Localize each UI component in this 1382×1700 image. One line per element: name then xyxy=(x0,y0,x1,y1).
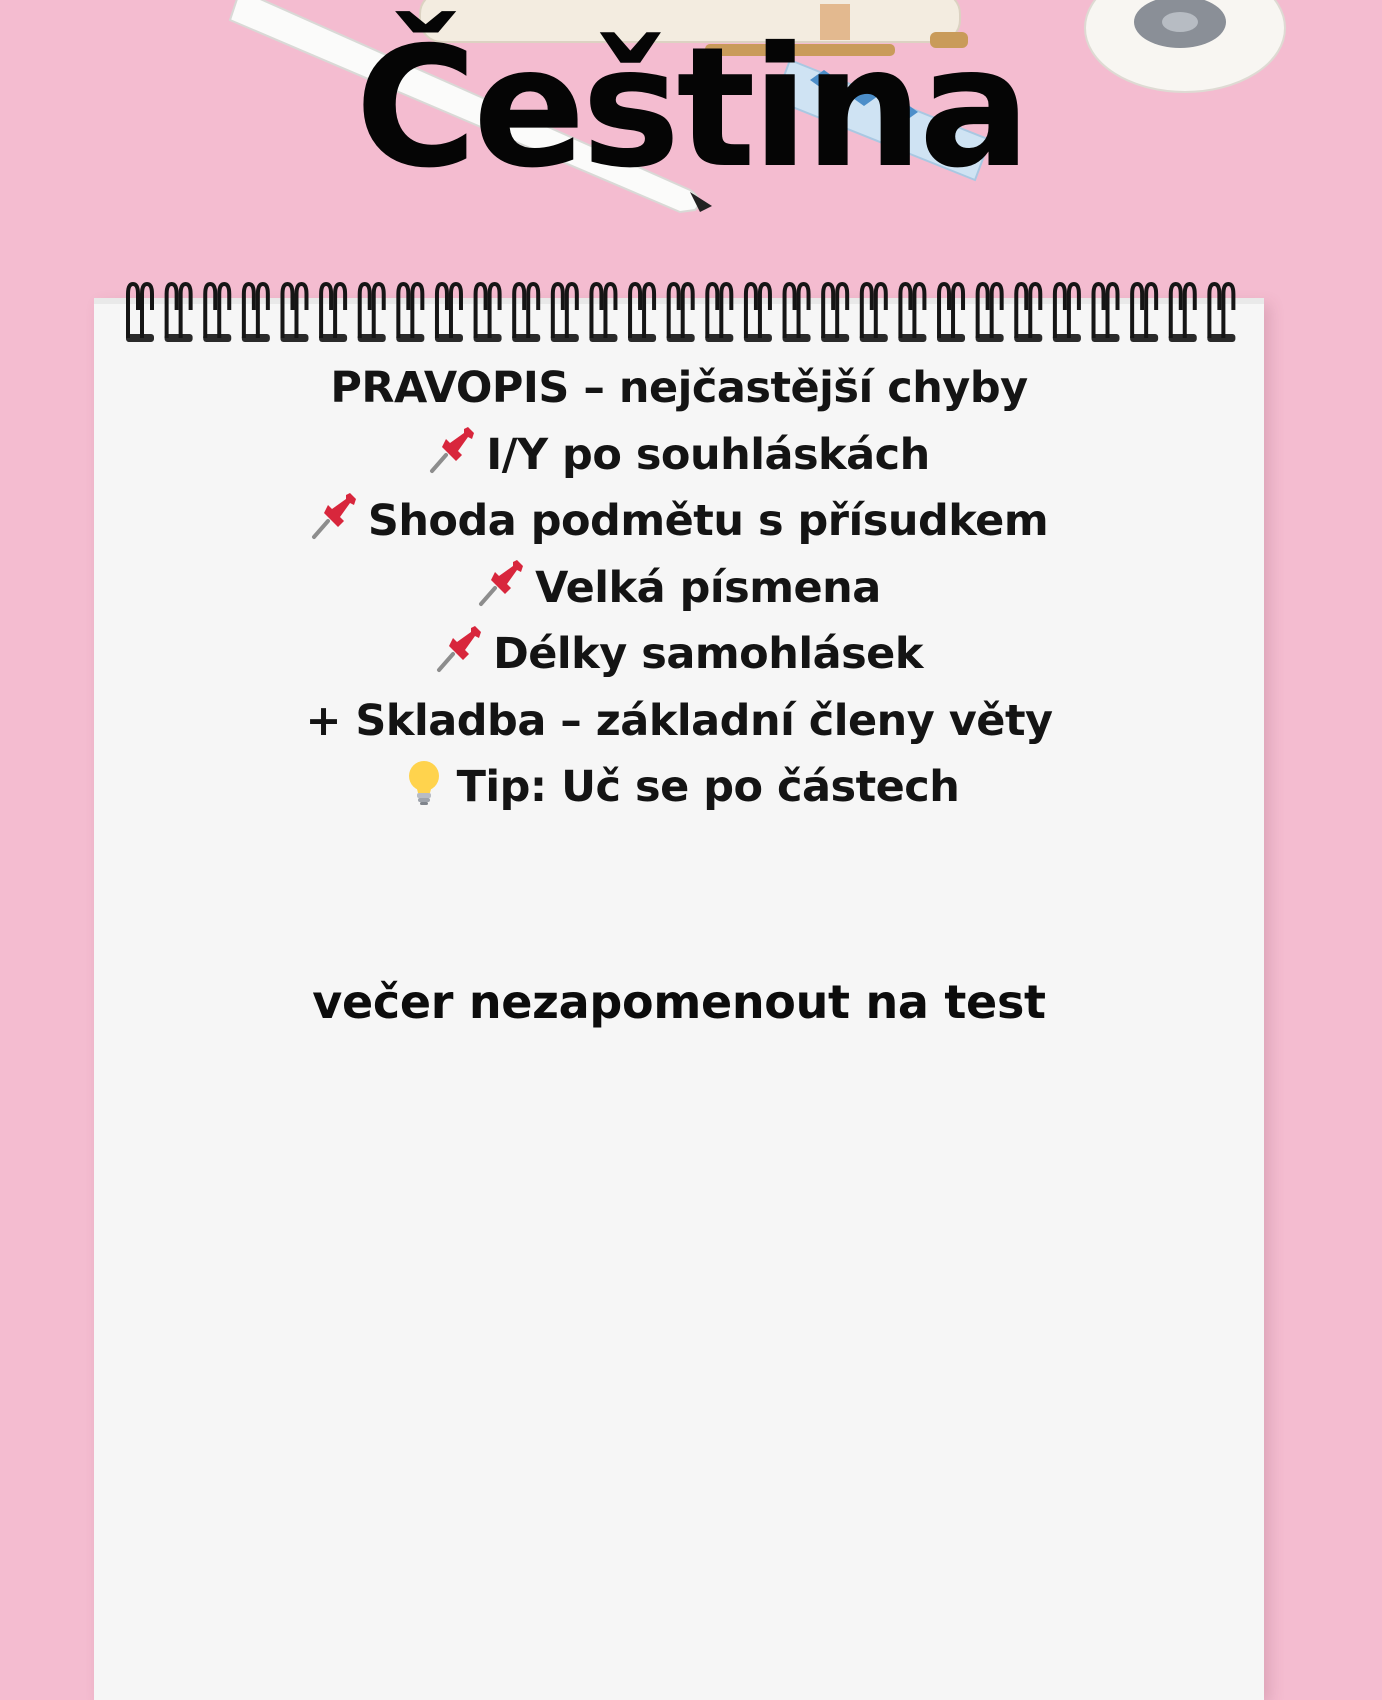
spiral-ring xyxy=(551,284,579,342)
spiral-ring xyxy=(165,284,193,342)
spiral-ring xyxy=(1092,284,1120,342)
spiral-ring xyxy=(783,284,811,342)
spiral-ring xyxy=(1053,284,1081,342)
spiral-ring xyxy=(628,284,656,342)
list-item-label: Shoda podmětu s přísudkem xyxy=(367,496,1049,546)
list-item-label: Velká písmena xyxy=(535,562,881,613)
tip-line xyxy=(94,757,1264,824)
spiral-ring xyxy=(358,284,386,342)
spiral-ring xyxy=(744,284,772,342)
pushpin-icon xyxy=(477,558,527,608)
notes-heading: PRAVOPIS – nejčastější chyby xyxy=(330,363,1028,413)
pushpin-icon xyxy=(310,491,360,541)
spiral-ring xyxy=(126,284,154,342)
spiral-ring xyxy=(821,284,849,342)
list-item xyxy=(94,491,1264,558)
list-item xyxy=(94,624,1264,691)
spiral-ring xyxy=(242,284,270,342)
notes-extra: + Skladba – základní členy věty xyxy=(305,695,1053,746)
spiral-ring xyxy=(667,284,695,342)
spiral-ring xyxy=(435,284,463,342)
spiral-ring xyxy=(319,284,347,342)
list-item-label: Délky samohlásek xyxy=(493,629,923,679)
spiral-ring xyxy=(898,284,926,342)
pushpin-icon xyxy=(435,624,485,674)
spiral-ring xyxy=(705,284,733,342)
notepad-spiral-binding xyxy=(120,280,1240,346)
list-item-label: I/Y po souhláskách xyxy=(486,429,930,480)
spiral-ring xyxy=(860,284,888,342)
spiral-ring xyxy=(1014,284,1042,342)
list-item xyxy=(94,558,1264,625)
spiral-ring xyxy=(203,284,231,342)
tip-label: Tip: Uč se po částech xyxy=(456,762,960,812)
spiral-ring xyxy=(976,284,1004,342)
page-title: Čeština xyxy=(355,12,1027,205)
list-item xyxy=(94,425,1264,492)
spiral-ring xyxy=(474,284,502,342)
pushpin-icon xyxy=(428,425,478,475)
spiral-ring xyxy=(1169,284,1197,342)
spiral-ring xyxy=(589,284,617,342)
spiral-ring xyxy=(937,284,965,342)
notes-list xyxy=(94,358,1264,824)
spiral-ring xyxy=(1130,284,1158,342)
lightbulb-icon xyxy=(399,757,449,807)
spiral-ring xyxy=(280,284,308,342)
reminder-text: večer nezapomenout na test xyxy=(312,975,1046,1029)
spiral-ring xyxy=(1207,284,1235,342)
spiral-ring xyxy=(396,284,424,342)
spiral-ring xyxy=(512,284,540,342)
